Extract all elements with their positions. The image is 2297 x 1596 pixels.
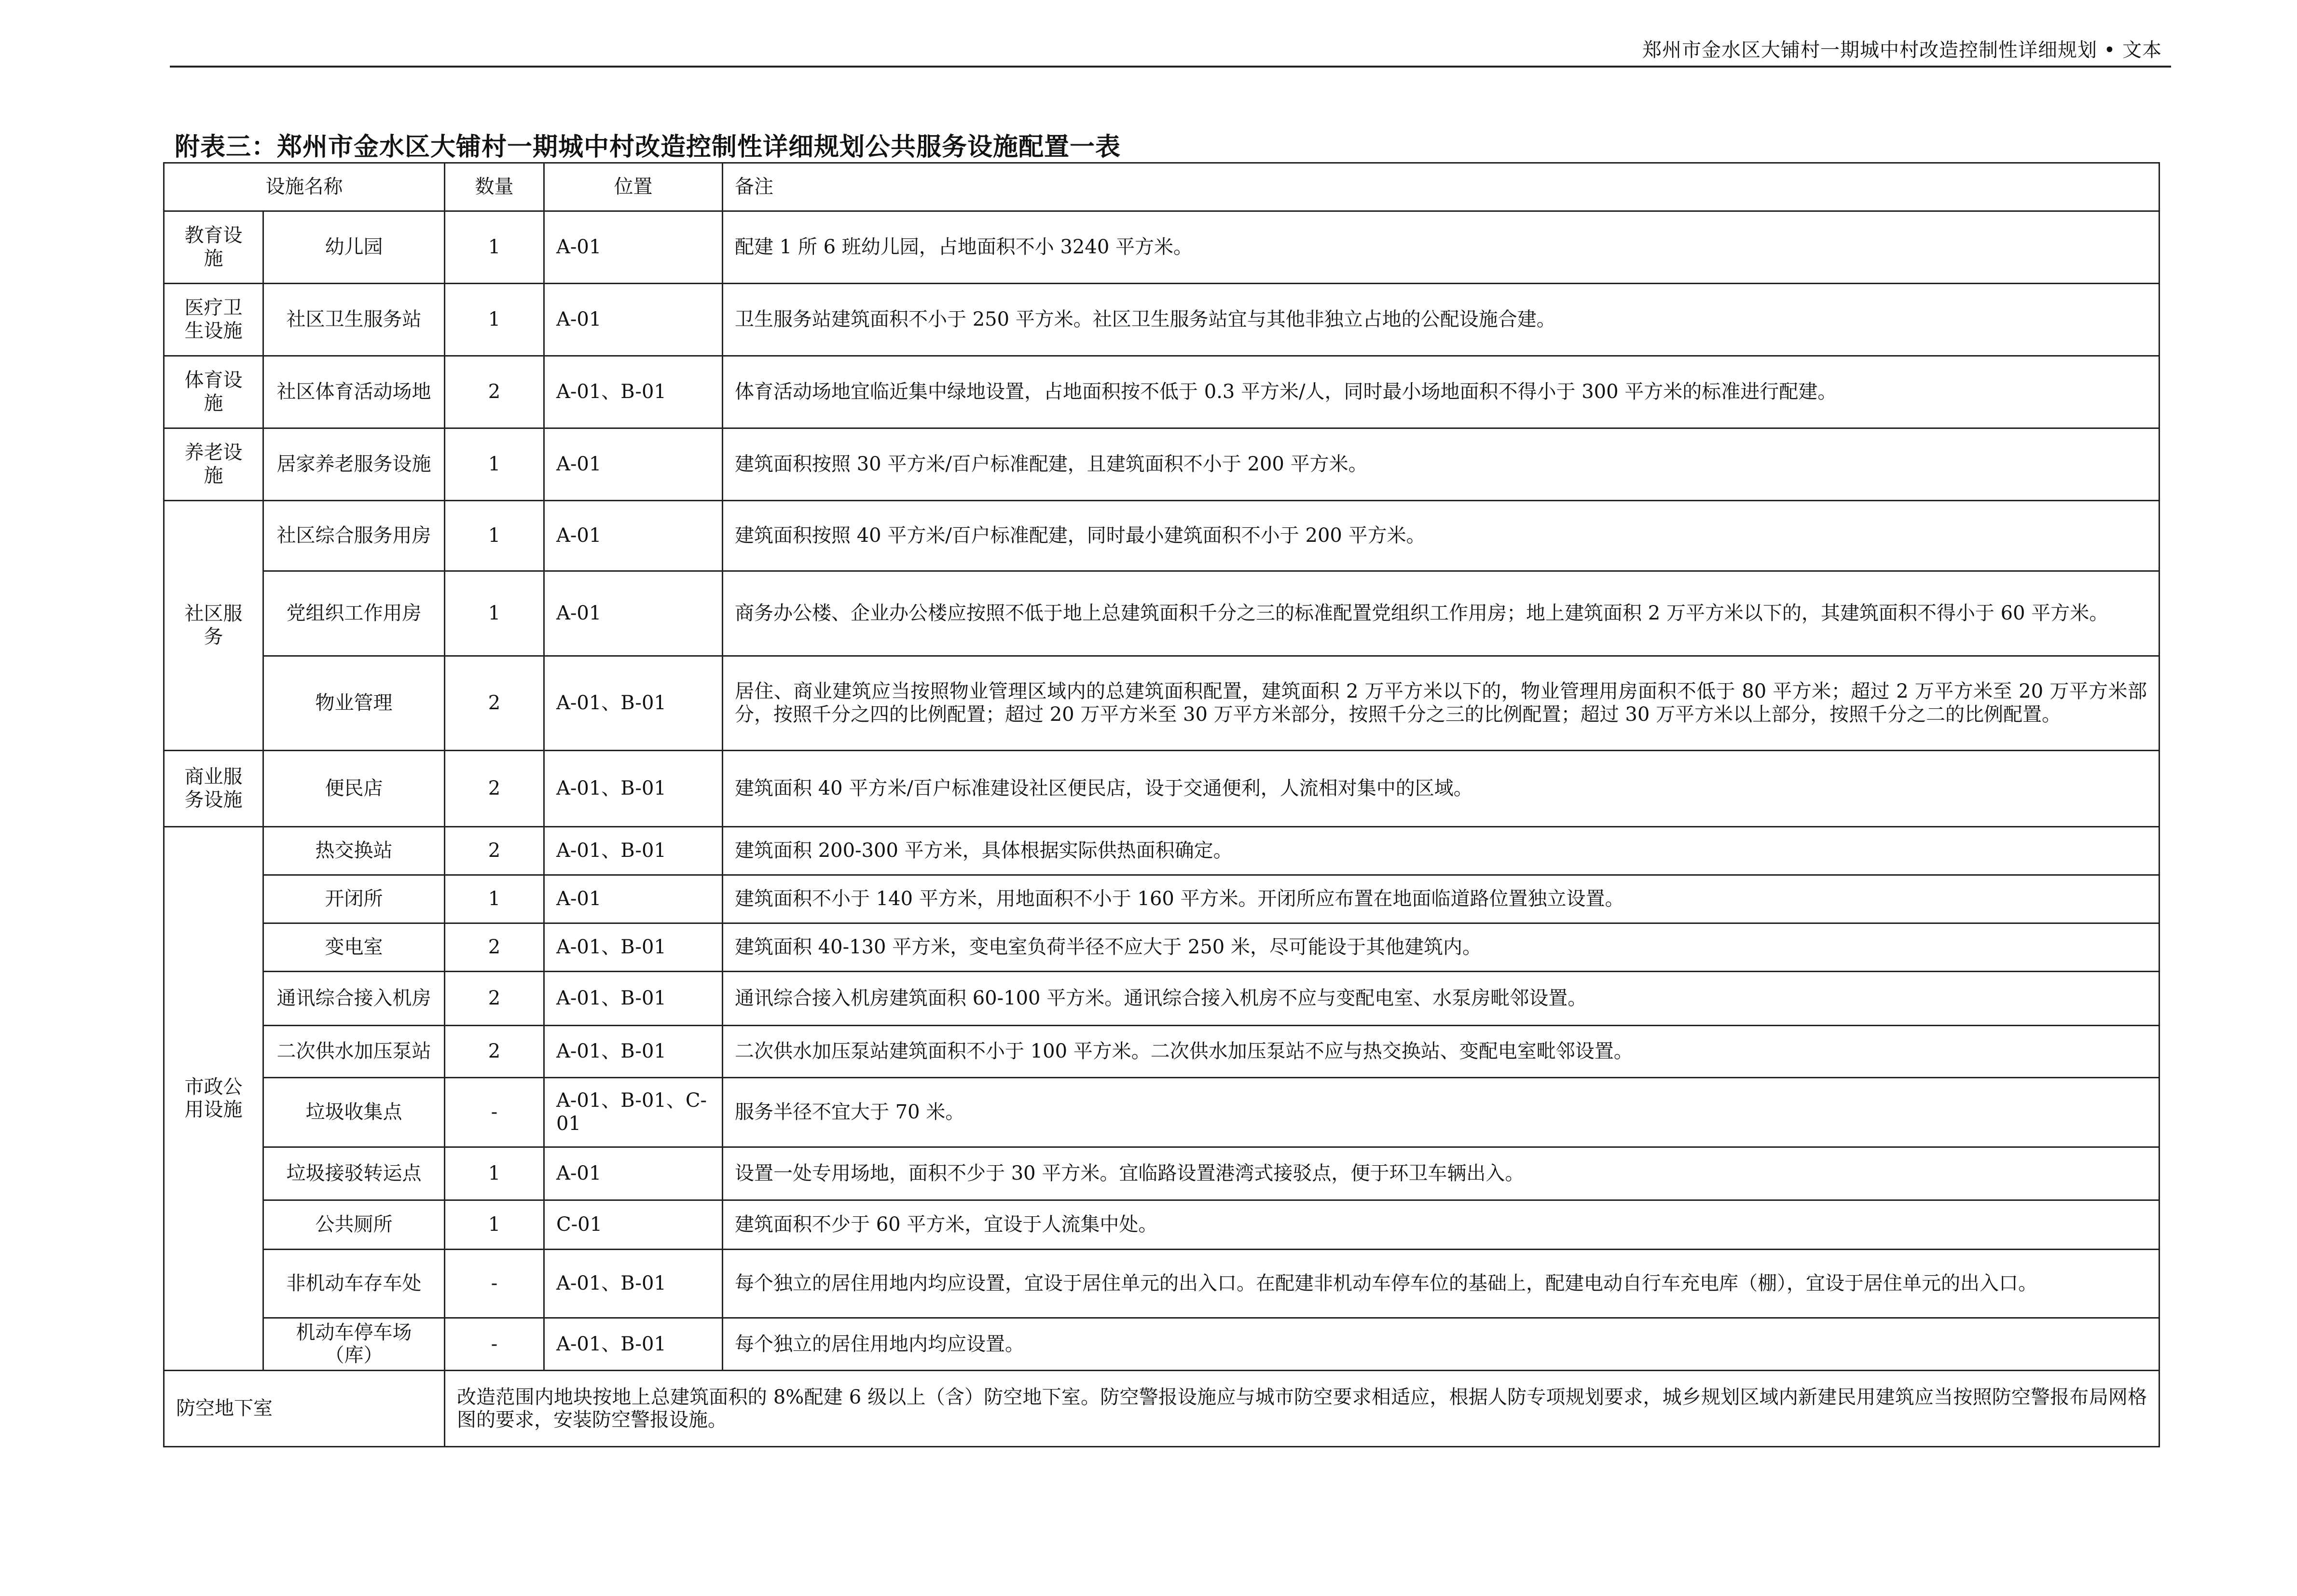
- facility-count: 2: [445, 972, 544, 1026]
- facility-count: 1: [445, 1147, 544, 1200]
- facility-note: 体育活动场地宜临近集中绿地设置，占地面积按不低于 0.3 平方米/人，同时最小场地面积不得小于 300 平方米的标准进行配建。: [723, 356, 2159, 428]
- facility-name: 公共厕所: [263, 1200, 445, 1250]
- facility-count: 2: [445, 356, 544, 428]
- facility-location: A-01: [544, 875, 723, 923]
- facility-note: 建筑面积按照 30 平方米/百户标准配建，且建筑面积不小于 200 平方米。: [723, 428, 2159, 501]
- air-defense-row: [164, 1371, 2159, 1447]
- facility-note: 通讯综合接入机房建筑面积 60-100 平方米。通讯综合接入机房不应与变配电室、水泵房毗邻设置。: [723, 972, 2159, 1026]
- facility-count: 1: [445, 571, 544, 656]
- facility-name: 社区体育活动场地: [263, 356, 445, 428]
- facility-note: 卫生服务站建筑面积不小于 250 平方米。社区卫生服务站宜与其他非独立占地的公配设施合建。: [723, 284, 2159, 356]
- facility-name: 党组织工作用房: [263, 571, 445, 656]
- facility-note: 居住、商业建筑应当按照物业管理区域内的总建筑面积配置，建筑面积 2 万平方米以下的，物业管理用房面积不低于 80 平方米；超过 2 万平方米至 20 万平方米部分，按照千分之四的比例配置；超过 20 万平方米至 30 万平方米部分，按照千分之三的比例配置；超过 30 万平方米以上部分，按照千分之二的比例配置。: [723, 656, 2159, 751]
- facility-count: 1: [445, 1200, 544, 1250]
- facility-location: A-01: [544, 501, 723, 571]
- facility-location: A-01: [544, 1147, 723, 1200]
- table-row: [164, 875, 2159, 923]
- table-row: [164, 211, 2159, 284]
- table-row: [164, 1318, 2159, 1371]
- facility-location: A-01: [544, 211, 723, 284]
- table-row: [164, 1250, 2159, 1318]
- facility-count: 2: [445, 923, 544, 972]
- header-rule: [170, 66, 2171, 68]
- facility-note: 建筑面积不少于 60 平方米，宜设于人流集中处。: [723, 1200, 2159, 1250]
- facility-count: 1: [445, 284, 544, 356]
- facility-location: A-01、B-01: [544, 827, 723, 875]
- facility-location: A-01、B-01: [544, 1250, 723, 1318]
- facility-note: 每个独立的居住用地内均应设置，宜设于居住单元的出入口。在配建非机动车停车位的基础上，配建电动自行车充电库（棚），宜设于居住单元的出入口。: [723, 1250, 2159, 1318]
- facility-note: 设置一处专用场地，面积不少于 30 平方米。宜临路设置港湾式接驳点，便于环卫车辆出入。: [723, 1147, 2159, 1200]
- document-title: 附表三：郑州市金水区大铺村一期城中村改造控制性详细规划公共服务设施配置一表: [175, 133, 1121, 162]
- table-row: [164, 1147, 2159, 1200]
- table-row: [164, 923, 2159, 972]
- page-header: 郑州市金水区大铺村一期城中村改造控制性详细规划 • 文本: [1642, 39, 2162, 61]
- table-row: [164, 356, 2159, 428]
- facility-name: 变电室: [263, 923, 445, 972]
- facility-name: 非机动车存车处: [263, 1250, 445, 1318]
- facility-note: 建筑面积 40 平方米/百户标准建设社区便民店，设于交通便利，人流相对集中的区域。: [723, 751, 2159, 827]
- table-row: [164, 428, 2159, 501]
- table-row: [164, 656, 2159, 751]
- facility-location: A-01、B-01: [544, 972, 723, 1026]
- facility-location: A-01: [544, 284, 723, 356]
- table-row: [164, 501, 2159, 571]
- facility-count: 2: [445, 1026, 544, 1078]
- facility-count: -: [445, 1250, 544, 1318]
- facility-note: 建筑面积不小于 140 平方米，用地面积不小于 160 平方米。开闭所应布置在地面临道路位置独立设置。: [723, 875, 2159, 923]
- category-cell: 教育设施: [164, 211, 263, 284]
- table-row: [164, 1200, 2159, 1250]
- table-row: [164, 571, 2159, 656]
- facility-location: A-01、B-01: [544, 923, 723, 972]
- facility-name: 开闭所: [263, 875, 445, 923]
- facility-name: 物业管理: [263, 656, 445, 751]
- category-cell: 养老设施: [164, 428, 263, 501]
- facility-count: 1: [445, 501, 544, 571]
- facility-name: 热交换站: [263, 827, 445, 875]
- facility-name: 便民店: [263, 751, 445, 827]
- facility-location: A-01、B-01: [544, 1026, 723, 1078]
- facility-location: A-01、B-01、C-01: [544, 1078, 723, 1147]
- header-name: 设施名称: [164, 163, 445, 211]
- table-row: [164, 1026, 2159, 1078]
- table-row: [164, 284, 2159, 356]
- category-cell: 市政公用设施: [164, 827, 263, 1371]
- facility-note: 建筑面积 200-300 平方米，具体根据实际供热面积确定。: [723, 827, 2159, 875]
- facility-note: 建筑面积 40-130 平方米，变电室负荷半径不应大于 250 米，尽可能设于其他建筑内。: [723, 923, 2159, 972]
- facility-name: 社区卫生服务站: [263, 284, 445, 356]
- table-row: [164, 1078, 2159, 1147]
- category-cell: 商业服务设施: [164, 751, 263, 827]
- facility-note: 服务半径不宜大于 70 米。: [723, 1078, 2159, 1147]
- facility-name: 居家养老服务设施: [263, 428, 445, 501]
- facility-count: 1: [445, 211, 544, 284]
- facility-location: A-01: [544, 571, 723, 656]
- header-count: 数量: [445, 163, 544, 211]
- table-row: [164, 972, 2159, 1026]
- facility-name: 垃圾接驳转运点: [263, 1147, 445, 1200]
- facility-note: 建筑面积按照 40 平方米/百户标准配建，同时最小建筑面积不小于 200 平方米。: [723, 501, 2159, 571]
- facility-note: 二次供水加压泵站建筑面积不小于 100 平方米。二次供水加压泵站不应与热交换站、变配电室毗邻设置。: [723, 1026, 2159, 1078]
- facilities-table: [163, 162, 2160, 1447]
- facility-count: 1: [445, 875, 544, 923]
- facility-name: 通讯综合接入机房: [263, 972, 445, 1026]
- category-cell: 体育设施: [164, 356, 263, 428]
- facility-name: 二次供水加压泵站: [263, 1026, 445, 1078]
- air-defense-note: 改造范围内地块按地上总建筑面积的 8%配建 6 级以上（含）防空地下室。防空警报设施应与城市防空要求相适应，根据人防专项规划要求，城乡规划区域内新建民用建筑应当按照防空警报布局网格图的要求，安装防空警报设施。: [445, 1371, 2159, 1447]
- facility-count: 1: [445, 428, 544, 501]
- facility-name: 幼儿园: [263, 211, 445, 284]
- header-note: 备注: [723, 163, 2159, 211]
- facility-name: 机动车停车场（库）: [263, 1318, 445, 1371]
- facility-location: C-01: [544, 1200, 723, 1250]
- facility-location: A-01、B-01: [544, 356, 723, 428]
- facility-location: A-01、B-01: [544, 1318, 723, 1371]
- facility-note: 配建 1 所 6 班幼儿园，占地面积不小 3240 平方米。: [723, 211, 2159, 284]
- air-defense-name: 防空地下室: [164, 1371, 445, 1447]
- facility-count: 2: [445, 656, 544, 751]
- category-cell: 医疗卫生设施: [164, 284, 263, 356]
- facility-location: A-01、B-01: [544, 656, 723, 751]
- header-location: 位置: [544, 163, 723, 211]
- facility-name: 社区综合服务用房: [263, 501, 445, 571]
- facility-location: A-01、B-01: [544, 751, 723, 827]
- category-cell: 社区服务: [164, 501, 263, 751]
- facility-count: -: [445, 1318, 544, 1371]
- facility-name: 垃圾收集点: [263, 1078, 445, 1147]
- table-row: [164, 827, 2159, 875]
- facility-note: 商务办公楼、企业办公楼应按照不低于地上总建筑面积千分之三的标准配置党组织工作用房；地上建筑面积 2 万平方米以下的，其建筑面积不得小于 60 平方米。: [723, 571, 2159, 656]
- facility-location: A-01: [544, 428, 723, 501]
- facility-count: 2: [445, 827, 544, 875]
- facility-count: -: [445, 1078, 544, 1147]
- facility-note: 每个独立的居住用地内均应设置。: [723, 1318, 2159, 1371]
- table-header-row: [164, 163, 2159, 211]
- table-row: [164, 751, 2159, 827]
- facility-count: 2: [445, 751, 544, 827]
